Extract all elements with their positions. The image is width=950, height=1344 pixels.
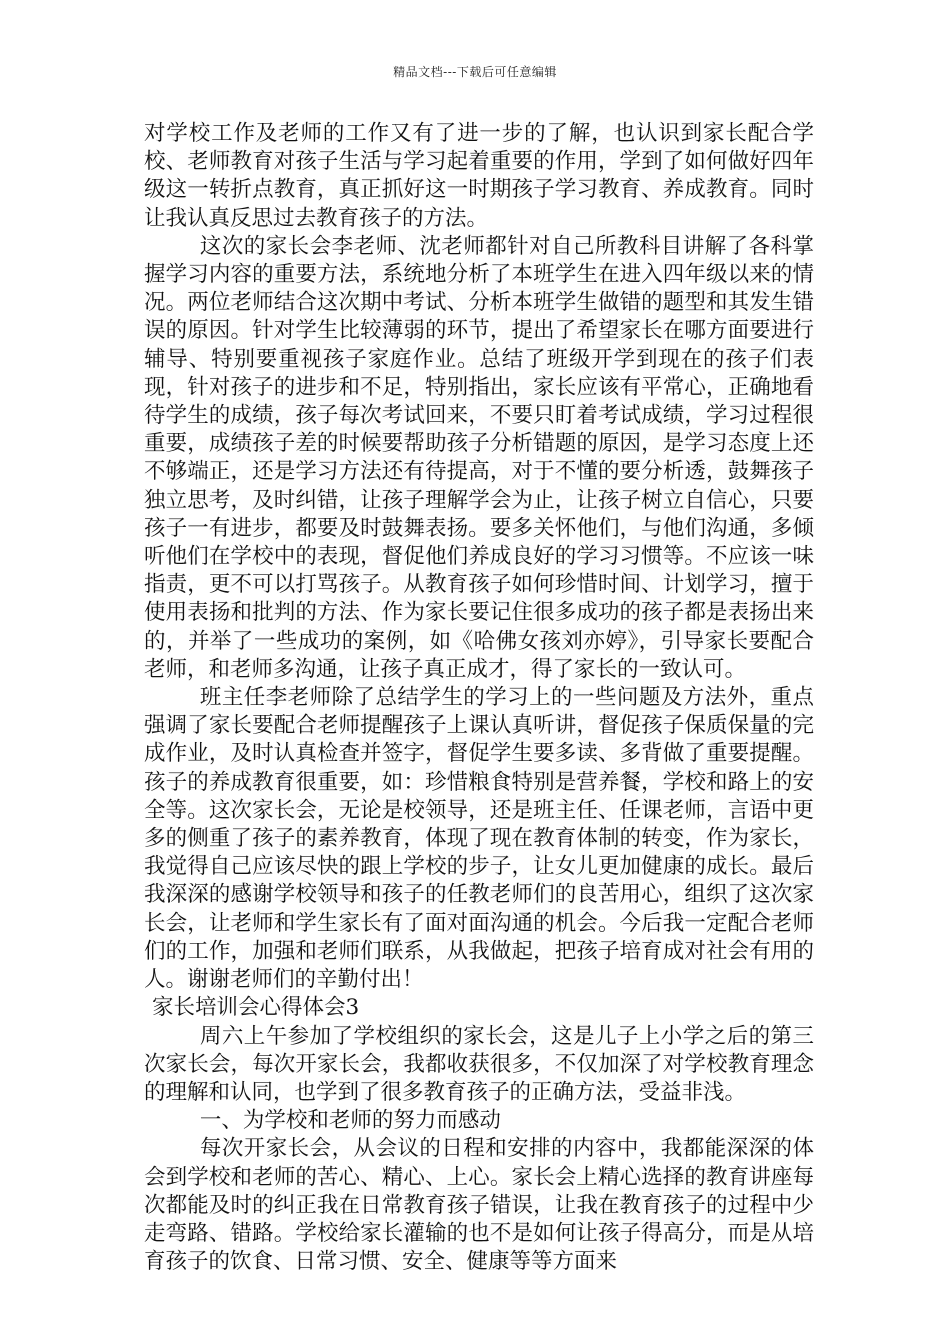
paragraph-3: 班主任李老师除了总结学生的学习上的一些问题及方法外，重点强调了家长要配合老师提醒孩子上课认真听讲，督促孩子保质保量的完成作业，及时认真检查并签字，督促学生要多读、多背做了重要提醒。孩子的养成教育很重要，如：珍惜粮食特别是营养餐，学校和路上的安全等。这次家长会，无论是校领导，还是班主任、任课老师，言语中更多的侧重了孩子的素养教育，体现了现在教育体制的转变，作为家长，我觉得自己应该尽快的跟上学校的步子，让女儿更加健康的成长。最后我深深的感谢学校领导和孩子的任教老师们的良苦用心，组织了这次家长会，让老师和学生家长有了面对面沟通的机会。今后我一定配合老师们的工作，加强和老师们联系，从我做起，把孩子培育成对社会有用的人。谢谢老师们的辛勤付出！: [144, 685, 814, 993]
section-heading: 家长培训会心得体会3: [152, 995, 360, 1021]
paragraph-4: 周六上午参加了学校组织的家长会，这是儿子上小学之后的第三次家长会，每次开家长会，我都收获很多，不仅加深了对学校教育理念的理解和认同，也学到了很多教育孩子的正确方法，受益非浅。: [144, 1023, 814, 1105]
paragraph-2: 这次的家长会李老师、沈老师都针对自己所教科目讲解了各科掌握学习内容的重要方法，系统地分析了本班学生在进入四年级以来的情况。两位老师结合这次期中考试、分析本班学生做错的题型和其发生错误的原因。针对学生比较薄弱的环节，提出了希望家长在哪方面要进行辅导、特别要重视孩子家庭作业。总结了班级开学到现在的孩子们表现，针对孩子的进步和不足，特别指出，家长应该有平常心，正确地看待学生的成绩，孩子每次考试回来，不要只盯着考试成绩，学习过程很重要，成绩孩子差的时候要帮助孩子分析错题的原因，是学习态度上还不够端正，还是学习方法还有待提高，对于不懂的要分析透，鼓舞孩子独立思考，及时纠错，让孩子理解学会为止，让孩子树立自信心，只要孩子一有进步，都要及时鼓舞表扬。要多关怀他们，与他们沟通，多倾听他们在学校中的表现，督促他们养成良好的学习习惯等。不应该一味指责，更不可以打骂孩子。从教育孩子如何珍惜时间、计划学习，擅于使用表扬和批判的方法、作为家长要记住很多成功的孩子都是表扬出来的，并举了一些成功的案例，如《哈佛女孩刘亦婷》，引导家长要配合老师，和老师多沟通，让孩子真正成才，得了家长的一致认可。: [144, 233, 814, 682]
subsection-heading: 一、为学校和老师的努力而感动: [199, 1108, 501, 1134]
paragraph-5: 每次开家长会，从会议的日程和安排的内容中，我都能深深的体会到学校和老师的苦心、精心、上心。家长会上精心选择的教育讲座每次都能及时的纠正我在日常教育孩子错误，让我在教育孩子的过程中少走弯路、错路。学校给家长灌输的也不是如何让孩子得高分，而是从培育孩子的饮食、日常习惯、安全、健康等等方面来: [144, 1136, 814, 1275]
page-header: 精品文档---下载后可任意编辑: [393, 65, 557, 79]
paragraph-1: 对学校工作及老师的工作又有了进一步的了解，也认识到家长配合学校、老师教育对孩子生活与学习起着重要的作用，学到了如何做好四年级这一转折点教育，真正抓好这一时期孩子学习教育、养成教育。同时让我认真反思过去教育孩子的方法。: [144, 121, 814, 231]
document-body: [144, 120, 814, 1276]
